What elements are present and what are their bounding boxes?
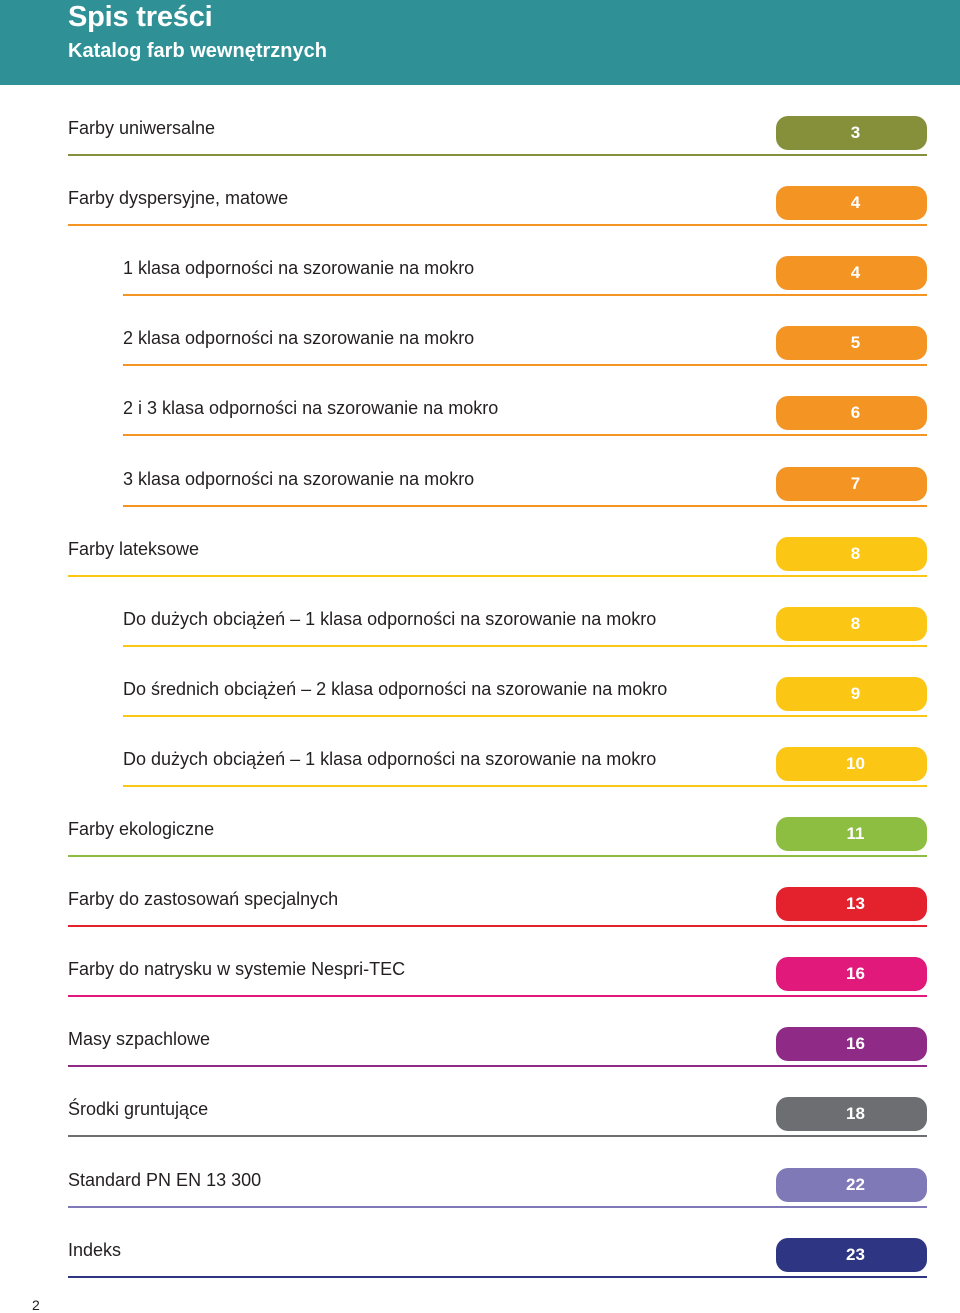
toc-entry-label: 1 klasa odporności na szorowanie na mokro xyxy=(123,258,475,278)
toc-page-badge[interactable]: 3 xyxy=(776,116,927,150)
toc-entry-underline xyxy=(68,1276,927,1278)
toc-entry[interactable] xyxy=(0,467,960,507)
toc-page-badge[interactable]: 11 xyxy=(776,817,927,851)
toc-entry-label: 2 klasa odporności na szorowanie na mokro xyxy=(123,328,475,348)
toc-entry-label: Do średnich obciążeń – 2 klasa odporności na szorowanie na mokro xyxy=(123,679,668,699)
toc-page-badge[interactable]: 10 xyxy=(776,747,927,781)
toc-entry[interactable] xyxy=(0,677,960,717)
toc-page-badge[interactable]: 13 xyxy=(776,887,927,921)
toc-entry-label: Do dużych obciążeń – 1 klasa odporności na szorowanie na mokro xyxy=(123,749,657,769)
toc-page-badge[interactable]: 18 xyxy=(776,1097,927,1131)
header-banner xyxy=(0,0,960,85)
page-number: 2 xyxy=(32,1297,40,1313)
toc-entry-label: Standard PN EN 13 300 xyxy=(68,1170,262,1190)
toc-entry[interactable] xyxy=(0,326,960,366)
toc-page-badge[interactable]: 16 xyxy=(776,957,927,991)
toc-entry-underline xyxy=(68,1135,927,1137)
toc-page-badge[interactable]: 7 xyxy=(776,467,927,501)
toc-page-badge[interactable]: 23 xyxy=(776,1238,927,1272)
toc-page-badge[interactable]: 9 xyxy=(776,677,927,711)
toc-entry[interactable] xyxy=(0,1027,960,1067)
toc-entry[interactable] xyxy=(0,957,960,997)
toc-entry-label: Farby lateksowe xyxy=(68,539,200,559)
toc-page-badge[interactable]: 4 xyxy=(776,186,927,220)
toc-entry[interactable] xyxy=(0,817,960,857)
toc-entry-underline xyxy=(68,1206,927,1208)
toc-entry-underline xyxy=(123,715,927,717)
toc-entry-label: 2 i 3 klasa odporności na szorowanie na mokro xyxy=(123,398,499,418)
toc-entry[interactable] xyxy=(0,1097,960,1137)
toc-entry-label: Farby do natrysku w systemie Nespri-TEC xyxy=(68,959,406,979)
toc-entry-label: 3 klasa odporności na szorowanie na mokro xyxy=(123,469,475,489)
toc-page-badge[interactable]: 4 xyxy=(776,256,927,290)
toc-entry-label: Indeks xyxy=(68,1240,122,1260)
toc-entry-label: Farby dyspersyjne, matowe xyxy=(68,188,289,208)
toc-entry[interactable] xyxy=(0,1168,960,1208)
toc-entry[interactable] xyxy=(0,1238,960,1278)
toc-entry-underline xyxy=(123,294,927,296)
toc-page-badge[interactable]: 5 xyxy=(776,326,927,360)
toc-page-badge[interactable]: 22 xyxy=(776,1168,927,1202)
toc-page-badge[interactable]: 16 xyxy=(776,1027,927,1061)
page-title: Spis treści xyxy=(68,1,213,33)
toc-entry-label: Farby uniwersalne xyxy=(68,118,216,138)
toc-page-badge[interactable]: 6 xyxy=(776,396,927,430)
toc-entry-underline xyxy=(68,995,927,997)
toc-entry-underline xyxy=(68,855,927,857)
toc-entry-label: Farby ekologiczne xyxy=(68,819,215,839)
toc-entry-label: Środki gruntujące xyxy=(68,1099,209,1119)
toc-entry[interactable] xyxy=(0,607,960,647)
toc-entry[interactable] xyxy=(0,396,960,436)
toc-entry-underline xyxy=(123,434,927,436)
toc-entry[interactable] xyxy=(0,116,960,156)
page-subtitle: Katalog farb wewnętrznych xyxy=(68,40,327,62)
toc-entry-label: Masy szpachlowe xyxy=(68,1029,211,1049)
toc-entry-underline xyxy=(68,575,927,577)
toc-entry-underline xyxy=(123,645,927,647)
toc-entry-underline xyxy=(68,224,927,226)
toc-entry-underline xyxy=(123,505,927,507)
toc-page-badge[interactable]: 8 xyxy=(776,607,927,641)
toc-entry-underline xyxy=(123,364,927,366)
toc-entry[interactable] xyxy=(0,537,960,577)
toc-entry-label: Do dużych obciążeń – 1 klasa odporności na szorowanie na mokro xyxy=(123,609,657,629)
toc-entry[interactable] xyxy=(0,186,960,226)
toc-entry-underline xyxy=(68,154,927,156)
toc-entry-label: Farby do zastosowań specjalnych xyxy=(68,889,339,909)
toc-entry-underline xyxy=(68,1065,927,1067)
toc-entry[interactable] xyxy=(0,887,960,927)
toc-entry-underline xyxy=(68,925,927,927)
toc-entry-underline xyxy=(123,785,927,787)
toc-page-badge[interactable]: 8 xyxy=(776,537,927,571)
toc-entry[interactable] xyxy=(0,256,960,296)
toc-entry[interactable] xyxy=(0,747,960,787)
